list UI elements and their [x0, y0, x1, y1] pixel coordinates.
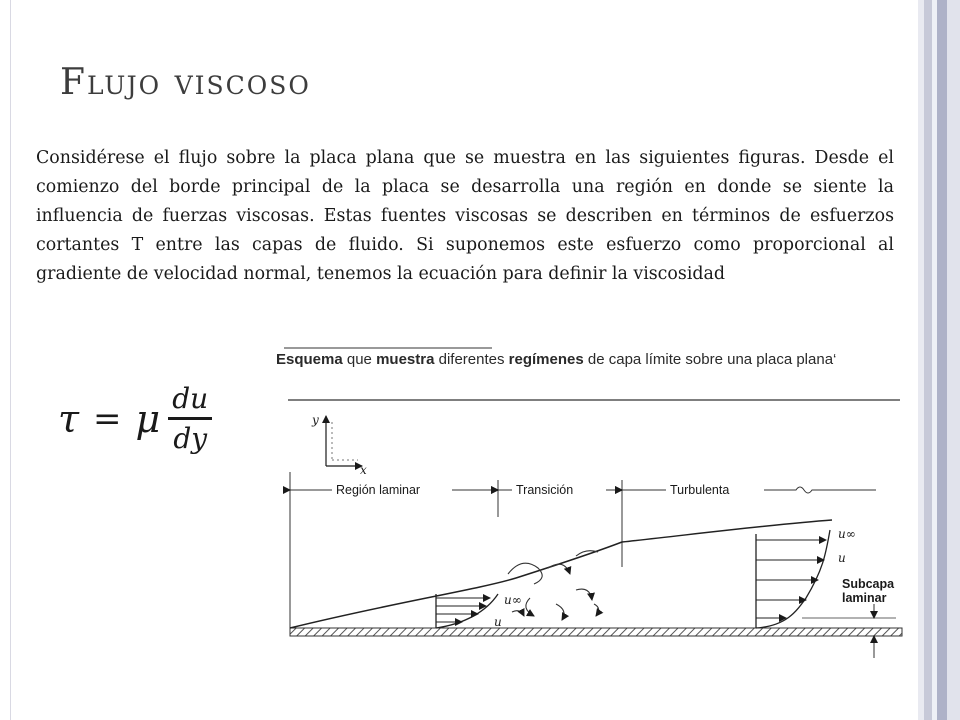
equation-fraction — [168, 382, 212, 455]
axis-y-label: y — [312, 413, 319, 427]
laminar-u-inf-label: u∞ — [504, 593, 522, 607]
subcapa-label-line2: laminar — [842, 591, 887, 605]
boundary-layer-edge — [290, 520, 832, 628]
equation-denominator: dy — [173, 422, 208, 455]
slide-title: Flujo viscoso — [60, 62, 311, 103]
equation-numerator: du — [172, 382, 209, 415]
laminar-velocity-profile — [436, 593, 522, 629]
caption-text-2: diferentes — [434, 351, 509, 368]
slide-right-frame — [918, 0, 960, 720]
caption-text-3: de capa límite sobre una placa plana‘ — [583, 351, 837, 368]
boundary-layer-diagram — [276, 342, 912, 666]
caption-word-esquema: Esquema — [276, 351, 343, 368]
caption-word-regimenes: regímenes — [508, 351, 584, 368]
caption-word-muestra: muestra — [376, 351, 435, 368]
flat-plate — [290, 628, 902, 636]
caption-text-1: que — [342, 351, 377, 368]
viscosity-equation — [58, 382, 212, 455]
slide-left-frame — [0, 0, 11, 720]
equation-equals: = — [93, 398, 122, 439]
laminar-u-label: u — [494, 615, 502, 629]
subcapa-label-line1: Subcapa — [842, 577, 895, 591]
region-transition-label: Transición — [516, 483, 574, 497]
transition-eddies — [508, 551, 599, 620]
body-paragraph: Considérese el flujo sobre la placa plana que se muestra en las siguientes figuras. Desde el comienzo del borde principal de la placa se desarrolla una región en donde se siente la influencia de fuerzas viscosas. Estas fuentes viscosas se describen en términos de esfuerzos cortantes T entre las capas de fluido. Si suponemos este esfuerzo como proporcional al gradiente de velocidad normal, tenemos la ecuación para definir la viscosidad — [36, 148, 894, 284]
boundary-layer-figure — [276, 342, 912, 666]
equation-tau: τ — [58, 396, 80, 441]
region-turbulent-label: Turbulenta — [670, 483, 730, 497]
axis-x-label: x — [360, 463, 367, 477]
axes-icon — [311, 413, 367, 477]
region-laminar-label: Región laminar — [336, 483, 421, 497]
equation-mu: μ — [135, 396, 161, 441]
equation-fraction-bar — [168, 417, 212, 420]
turbulent-velocity-profile — [756, 527, 856, 628]
subcapa-laminar-annotation — [802, 577, 896, 658]
turbulent-u-label: u — [838, 551, 846, 565]
turbulent-u-inf-label: u∞ — [838, 527, 856, 541]
